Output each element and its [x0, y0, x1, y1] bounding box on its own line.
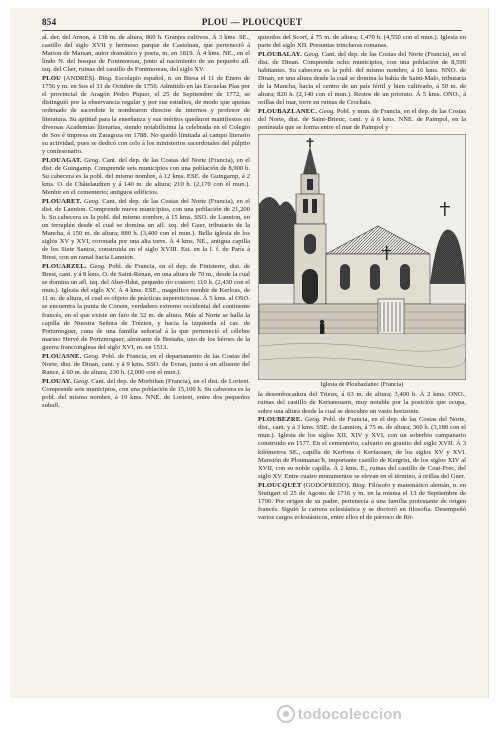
header-rule — [42, 30, 462, 31]
entry — [42, 263, 250, 352]
entry-qualifier: (ANDRÉS). — [61, 75, 99, 83]
entry-headword: PLOUARZEL. — [42, 263, 87, 270]
entry-category: Geog. — [89, 263, 106, 270]
figure-caption: Iglesia de Ploubazlanec (Francia) — [320, 381, 404, 389]
entry-headword: PLOUCQUET — [258, 481, 302, 489]
left-column — [42, 34, 250, 410]
entry-body: Cant. del dep. de Morbihan (Francia), en el dist. de Lorient. Comprende seis municipios, con una población de 15,100 h. Su cabecera es la pobl. del mismo nombre, á 19 kms. NNE. de Lorient, entre dos pequeños subafl. — [42, 377, 250, 409]
entry-headword: PLOU — [42, 75, 62, 83]
entry-headword: PLOUBAZLANEC. — [258, 108, 318, 116]
entry-body: Cant. del dep. de las Costas del Norte (Francia), en el dist. de Lannion. Comprende nueve municipios, con una población de 21,200 h. Su cabecera es la pobl. del mismo nombre, á 15 kms. SSO. de Lannion, en un terraplén desde el cual se domina un afl. izq. del Guer, tributario de la Mancha, á 150 m. de altura; 880 h. (3,400 con el mun.). Bella iglesia de los siglos XV y XVI, coronada por una alta torre. Á 4 kms. NE., antigua capilla de los Siete Santos, construida en el siglo XVIII. Est. en la l. f. de París á Brest, con un ramal hacia Lannion. — [42, 197, 250, 262]
entry — [258, 416, 466, 481]
entry-continuation — [258, 391, 466, 415]
entry-category: Geog. — [84, 156, 101, 164]
entry-category: Geog. — [83, 197, 100, 205]
entry-body: Pobl. de Francia, en el departamento de las Costas del Norte, dist. de Dinan, cant. y á 9 kms. SSO. de Evran, junto á un afluente del Rance, á 60 m. de altura; 230 h. (2,000 con el mun.). — [42, 352, 250, 376]
entry-body: al. der. del Arnon, á 138 m. de altura, 860 h. Granjes cultivos. Á 3 kms. SE., castillo del siglo XVII y hermoso parque de Castelnau, que perteneció á Marion de Marsan, autor dramático y poeta, m. en 1819. Á 4 kms. NE., en el lindo N. del bosque de Fontmoreau, junto al nacimiento de un pequeño afl. izq. del Cher, ruinas del castillo de Fontmoreau, del siglo XV. — [42, 34, 250, 74]
entry-qualifier: (GODOFREDO). — [301, 481, 353, 489]
entry-headword: PLOUBALAY. — [258, 50, 302, 58]
entry-body: Escolapio español, n. en Biesa el 11 de Enero de 1756 y m. en Sos el 31 de Octubre de 1750. Admitido en las Escuelas Pías por el provincial de Aragón Pedro Piquer, el 25 de Septiembre de 1772, se distinguió por la observancia regular y por sus estudios, de modo que apenas ordenado de sacerdote le nombraron director de internos y profesor de literatura. Su aptitud para la enseñanza y sus méritos quedaron manifiestos en diversas Academias literarias, siendo notabilísima la celebrada en el Colegio de Sos é impresa en Zaragoza en 1788. No quedó limitada al campo literario su actividad, pues se dedicó con celo á los ministerios sacerdotales del púlpito y confesonario. — [42, 75, 250, 155]
encyclopedia-page — [10, 8, 489, 698]
entry-headword: PLOUARET. — [42, 197, 82, 205]
entry — [258, 482, 466, 522]
entry-category: Geog. — [83, 352, 100, 360]
entry-category: Geog. — [303, 50, 320, 58]
entry-continuation — [42, 34, 250, 74]
entry — [42, 157, 250, 197]
entry-category: Geog. — [304, 416, 321, 424]
entry-body: la desembocadura del Trieux, á 63 m. de altura; 3,400 h. Á 2 kms. ONO., ruinas del castillo de Kertanouarn, muy notable por la posición que ocupa, sobre una altura desde la cual se descubre un vasto horizonte. — [258, 391, 466, 415]
entry-body: Cant. del dep. de las Costas del Norte (Francia), en el dist. de Guingamp. Comprende seis municipios con una población de 8,900 h. Su cabecera es la pobl. del mismo nombre, á 12 kms. ESE. de Guingamp, á 2 kms. O. de Châtelaudren y á 140 m. de altura; 210 h. (2,170 con el mun.). Menhir en el cementerio; antiguos edificios. — [42, 156, 250, 196]
right-column — [258, 34, 466, 523]
entry-category: Geog. — [319, 108, 335, 116]
entry — [42, 75, 250, 156]
watermark-logo-icon — [277, 705, 295, 723]
entry-body: Cant. del dep. de las Costas del Norte (Francia), en el dist. de Dinan. Comprende ocho municipios, con una población de 8,590 habitantes. Su cabecera es la pobl. del mismo nombre, á 16 kms. NNO. de Dinan, en una altura desde la cual se domina la bahía de Saint-Malo, tributaria de la Mancha, hacia el centro de un país fértil y bien cultivado, á 50 m. de altura; 820 h. (2,140 con el mun.). Restos de un priorato. Á 5 kms. ONO., á orillas del mar, torre en ruinas de Crochais. — [258, 50, 466, 107]
entry-category: Biog. — [352, 481, 367, 489]
entry-headword: PLOUASNE. — [42, 352, 82, 360]
entry-headword: PLOUAY. — [42, 377, 72, 385]
entry-body: Pobl. de Francia, en el dep. de Finisterre, dist. de Brest, cant. y á 8 kms. O. de Saint-Renan, en una altura de 70 m., desde la cual se domina un afl. izq. del Aber-Ildut, pequeño río costero; 110 h. (2,430 con el mun.). Iglesia del siglo XV. Á 4 kms. ESE., magnífico menhir de Kerloas, de 11 m. de altura, el cual es objeto de prácticas supersticiosas. Á 5 kms. al OSO. se encuentra la punta de Corsen, verdadero extremo occidental del continente francés, en el que existe un faro de 32 m. de altura. Más al Norte se halla la capilla de Nuestra Señora de Trézien, y hacia la izquierda el cas. de Portzmoguer, cuna de una familia señorial á la que perteneció el célebre marino Hervé de Portzmoguer, almirante de Bretaña, uno de los héroes de la guerra francoinglesa del siglo XVI, m. en 1513. — [42, 263, 251, 351]
right-column-bottom — [258, 391, 466, 522]
watermark-logo — [277, 705, 402, 723]
running-title: PLOU — PLOUCQUET — [201, 17, 303, 27]
entry — [42, 378, 250, 410]
watermark-text: todocoleccion — [297, 705, 402, 723]
entry-body: quierdos del Scorf, á 75 m. de altura; 1,470 h. (4,550 con el mun.). Iglesia en parte del siglo XII. Presuntas trincheras romanas. — [258, 34, 466, 50]
entry-body: Pobl. y mun. de Francia, en el dep. de las Costas del Norte, dist. de Saint-Brieuc, cant. y á 6 kms. NNE. de Paimpol, en la península que se forma entre el mar de Paimpol y — [258, 108, 466, 132]
watermark-bar — [0, 700, 498, 731]
entry — [42, 198, 250, 263]
page-header — [42, 17, 462, 29]
entry — [42, 353, 250, 377]
entry-category: Geog. — [73, 377, 90, 385]
entry-headword: PLOUBEZRE. — [258, 416, 303, 424]
church-illustration — [258, 134, 466, 389]
entry-body: Filósofo y matemático alemán, n. en Stuttgart el 25 de Agosto de 1716 y m. en la misma el 13 de Septiembre de 1790. Por origen de su padre, pertenecía á una familia protestante de origen francés. Siguió la carrera eclesiástica y se doctoró en filosofía. Desempeñó varios cargos eclesiásticos, entre ellos el de párroco de Rö- — [258, 481, 466, 521]
entry — [258, 51, 466, 108]
entry-continuation — [258, 34, 466, 50]
entry-category: Biog. — [98, 75, 113, 83]
entry-body: Pobl. de Francia, en el dep. de las Costas del Norte, dist., cant. y á 3 kms. SSE. de Lannion, á 75 m. de altura; 360 h. (3,180 con el mun.). Iglesia de los siglos XII, XIV y XVI, con un soberbio campanario construido en 1577. En el cementerio, calvario en granito del siglo XVII. Á 3 kilómetros SE., capilla de Kerfons ó Kerfaouen, de los siglos XV y XVI. Mansión de Ploumanac'h, importante castillo de Kergrist, de los siglos XIV al XVII, con su noble capilla. Á 2 kms. E., ruinas del castillo de Coat-Frec, del siglo XV. Entre cuatro monumentos se elevan en el término, á orillas del Guer. — [258, 416, 466, 480]
entry — [258, 108, 466, 132]
page-number: 854 — [42, 17, 57, 27]
entry-headword: PLOUAGAT. — [42, 156, 82, 164]
church-engraving — [258, 134, 466, 380]
right-column-top — [258, 34, 466, 132]
